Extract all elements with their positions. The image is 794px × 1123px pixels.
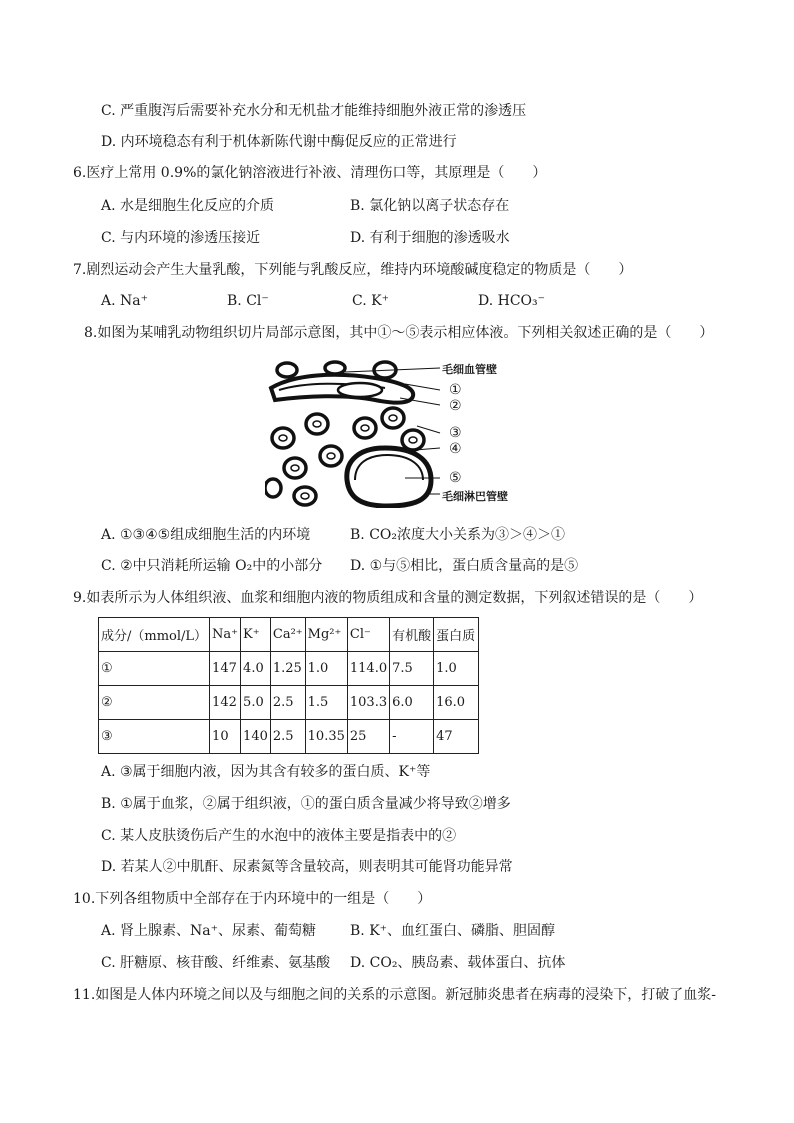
table-header: Na⁺ [210,618,241,652]
table-cell: 103.3 [347,686,389,720]
q6-option-c: C. 与内环境的渗透压接近 [101,230,261,246]
table-header: 有机酸 [390,618,434,652]
table-cell: ① [99,652,210,686]
table-cell: 25 [347,720,389,754]
q9-option-b: B. ①属于血浆，②属于组织液，①的蛋白质含量减少将导致②增多 [101,796,511,812]
table-cell: 6.0 [390,686,434,720]
table-cell: 1.25 [270,652,305,686]
label-lymph-wall: 毛细淋巴管壁 [442,490,508,503]
table-cell: 2.5 [270,686,305,720]
table-header: 成分/（mmol/L） [99,618,210,652]
table-cell: ② [99,686,210,720]
table-cell: ③ [99,720,210,754]
q9-option-a: A. ③属于细胞内液，因为其含有较多的蛋白质、K⁺等 [101,764,431,780]
table-row [99,652,479,686]
q7-option-a: A. Na⁺ [101,293,148,309]
table-cell: 16.0 [434,686,479,720]
table-cell: 1.0 [434,652,479,686]
q8-stem: 8.如图为某哺乳动物组织切片局部示意图，其中①～⑤表示相应体液。下列相关叙述正确的是（ ） [84,325,714,341]
table-header: Ca²⁺ [270,618,305,652]
q7-option-b: B. Cl⁻ [227,293,269,309]
q8-option-a: A. ①③④⑤组成细胞生活的内环境 [101,527,311,543]
table-cell: 140 [241,720,271,754]
q7-option-c: C. K⁺ [352,293,389,309]
q10-option-b: B. K⁺、血红蛋白、磷脂、胆固醇 [350,923,556,939]
q11-stem: 11.如图是人体内环境之间以及与细胞之间的关系的示意图。新冠肺炎患者在病毒的浸染下，打破了血浆- [73,987,716,1003]
table-header: Mg²⁺ [305,618,347,652]
table-cell: 1.5 [305,686,347,720]
q7-stem: 7.剧烈运动会产生大量乳酸，下列能与乳酸反应，维持内环境酸碱度稳定的物质是（ ） [73,262,633,278]
table-cell: 5.0 [241,686,271,720]
table-cell: 10.35 [305,720,347,754]
q6-option-a: A. 水是细胞生化反应的介质 [101,198,275,214]
q9-option-d: D. 若某人②中肌酐、尿素氮等含量较高，则表明其可能肾功能异常 [101,859,513,875]
q9-stem: 9.如表所示为人体组织液、血浆和细胞内液的物质组成和含量的测定数据，下列叙述错误的是（ ） [73,590,703,606]
table-header: K⁺ [241,618,271,652]
q10-stem: 10.下列各组物质中全部存在于内环境中的一组是（ ） [73,891,432,907]
tissue-section-figure [265,360,525,508]
label-capillary-wall: 毛细血管壁 [442,363,497,376]
q7-option-d: D. HCO₃⁻ [478,293,546,309]
table-cell: 142 [210,686,241,720]
q10-option-c: C. 肝糖原、核苷酸、纤维素、氨基酸 [101,955,331,971]
tissue-diagram [265,360,525,508]
table-cell: - [390,720,434,754]
table-cell: 114.0 [347,652,389,686]
table-header: 蛋白质 [434,618,479,652]
table-cell: 147 [210,652,241,686]
q10-option-d: D. CO₂、胰岛素、载体蛋白、抗体 [350,955,566,971]
table-cell: 2.5 [270,720,305,754]
q8-option-b: B. CO₂浓度大小关系为③＞④＞① [350,527,565,543]
table-row [99,720,479,754]
table-cell: 4.0 [241,652,271,686]
q6-option-d: D. 有利于细胞的渗透吸水 [350,230,510,246]
q6-stem: 6.医疗上常用 0.9%的氯化钠溶液进行补液、清理伤口等，其原理是（ ） [73,165,547,181]
table-header: Cl⁻ [347,618,389,652]
label-2: ② [449,398,462,414]
q9-option-c: C. 某人皮肤烫伤后产生的水泡中的液体主要是指表中的② [101,828,457,844]
label-5: ⑤ [449,470,462,486]
table-cell: 1.0 [305,652,347,686]
label-3: ③ [449,425,462,441]
table-cell: 47 [434,720,479,754]
label-1: ① [449,382,462,398]
q6-option-b: B. 氯化钠以离子状态存在 [350,198,510,214]
table-cell: 10 [210,720,241,754]
table-header-row [99,618,479,652]
q5-option-d: D. 内环境稳态有利于机体新陈代谢中酶促反应的正常进行 [101,134,457,150]
q10-option-a: A. 肾上腺素、Na⁺、尿素、葡萄糖 [101,923,316,939]
table-cell: 7.5 [390,652,434,686]
composition-table [98,617,479,754]
table-row [99,686,479,720]
q8-option-c: C. ②中只消耗所运输 O₂中的小部分 [101,558,323,574]
q8-option-d: D. ①与⑤相比，蛋白质含量高的是⑤ [350,558,579,574]
label-4: ④ [449,441,462,457]
q5-option-c: C. 严重腹泻后需要补充水分和无机盐才能维持细胞外液正常的渗透压 [101,103,527,119]
